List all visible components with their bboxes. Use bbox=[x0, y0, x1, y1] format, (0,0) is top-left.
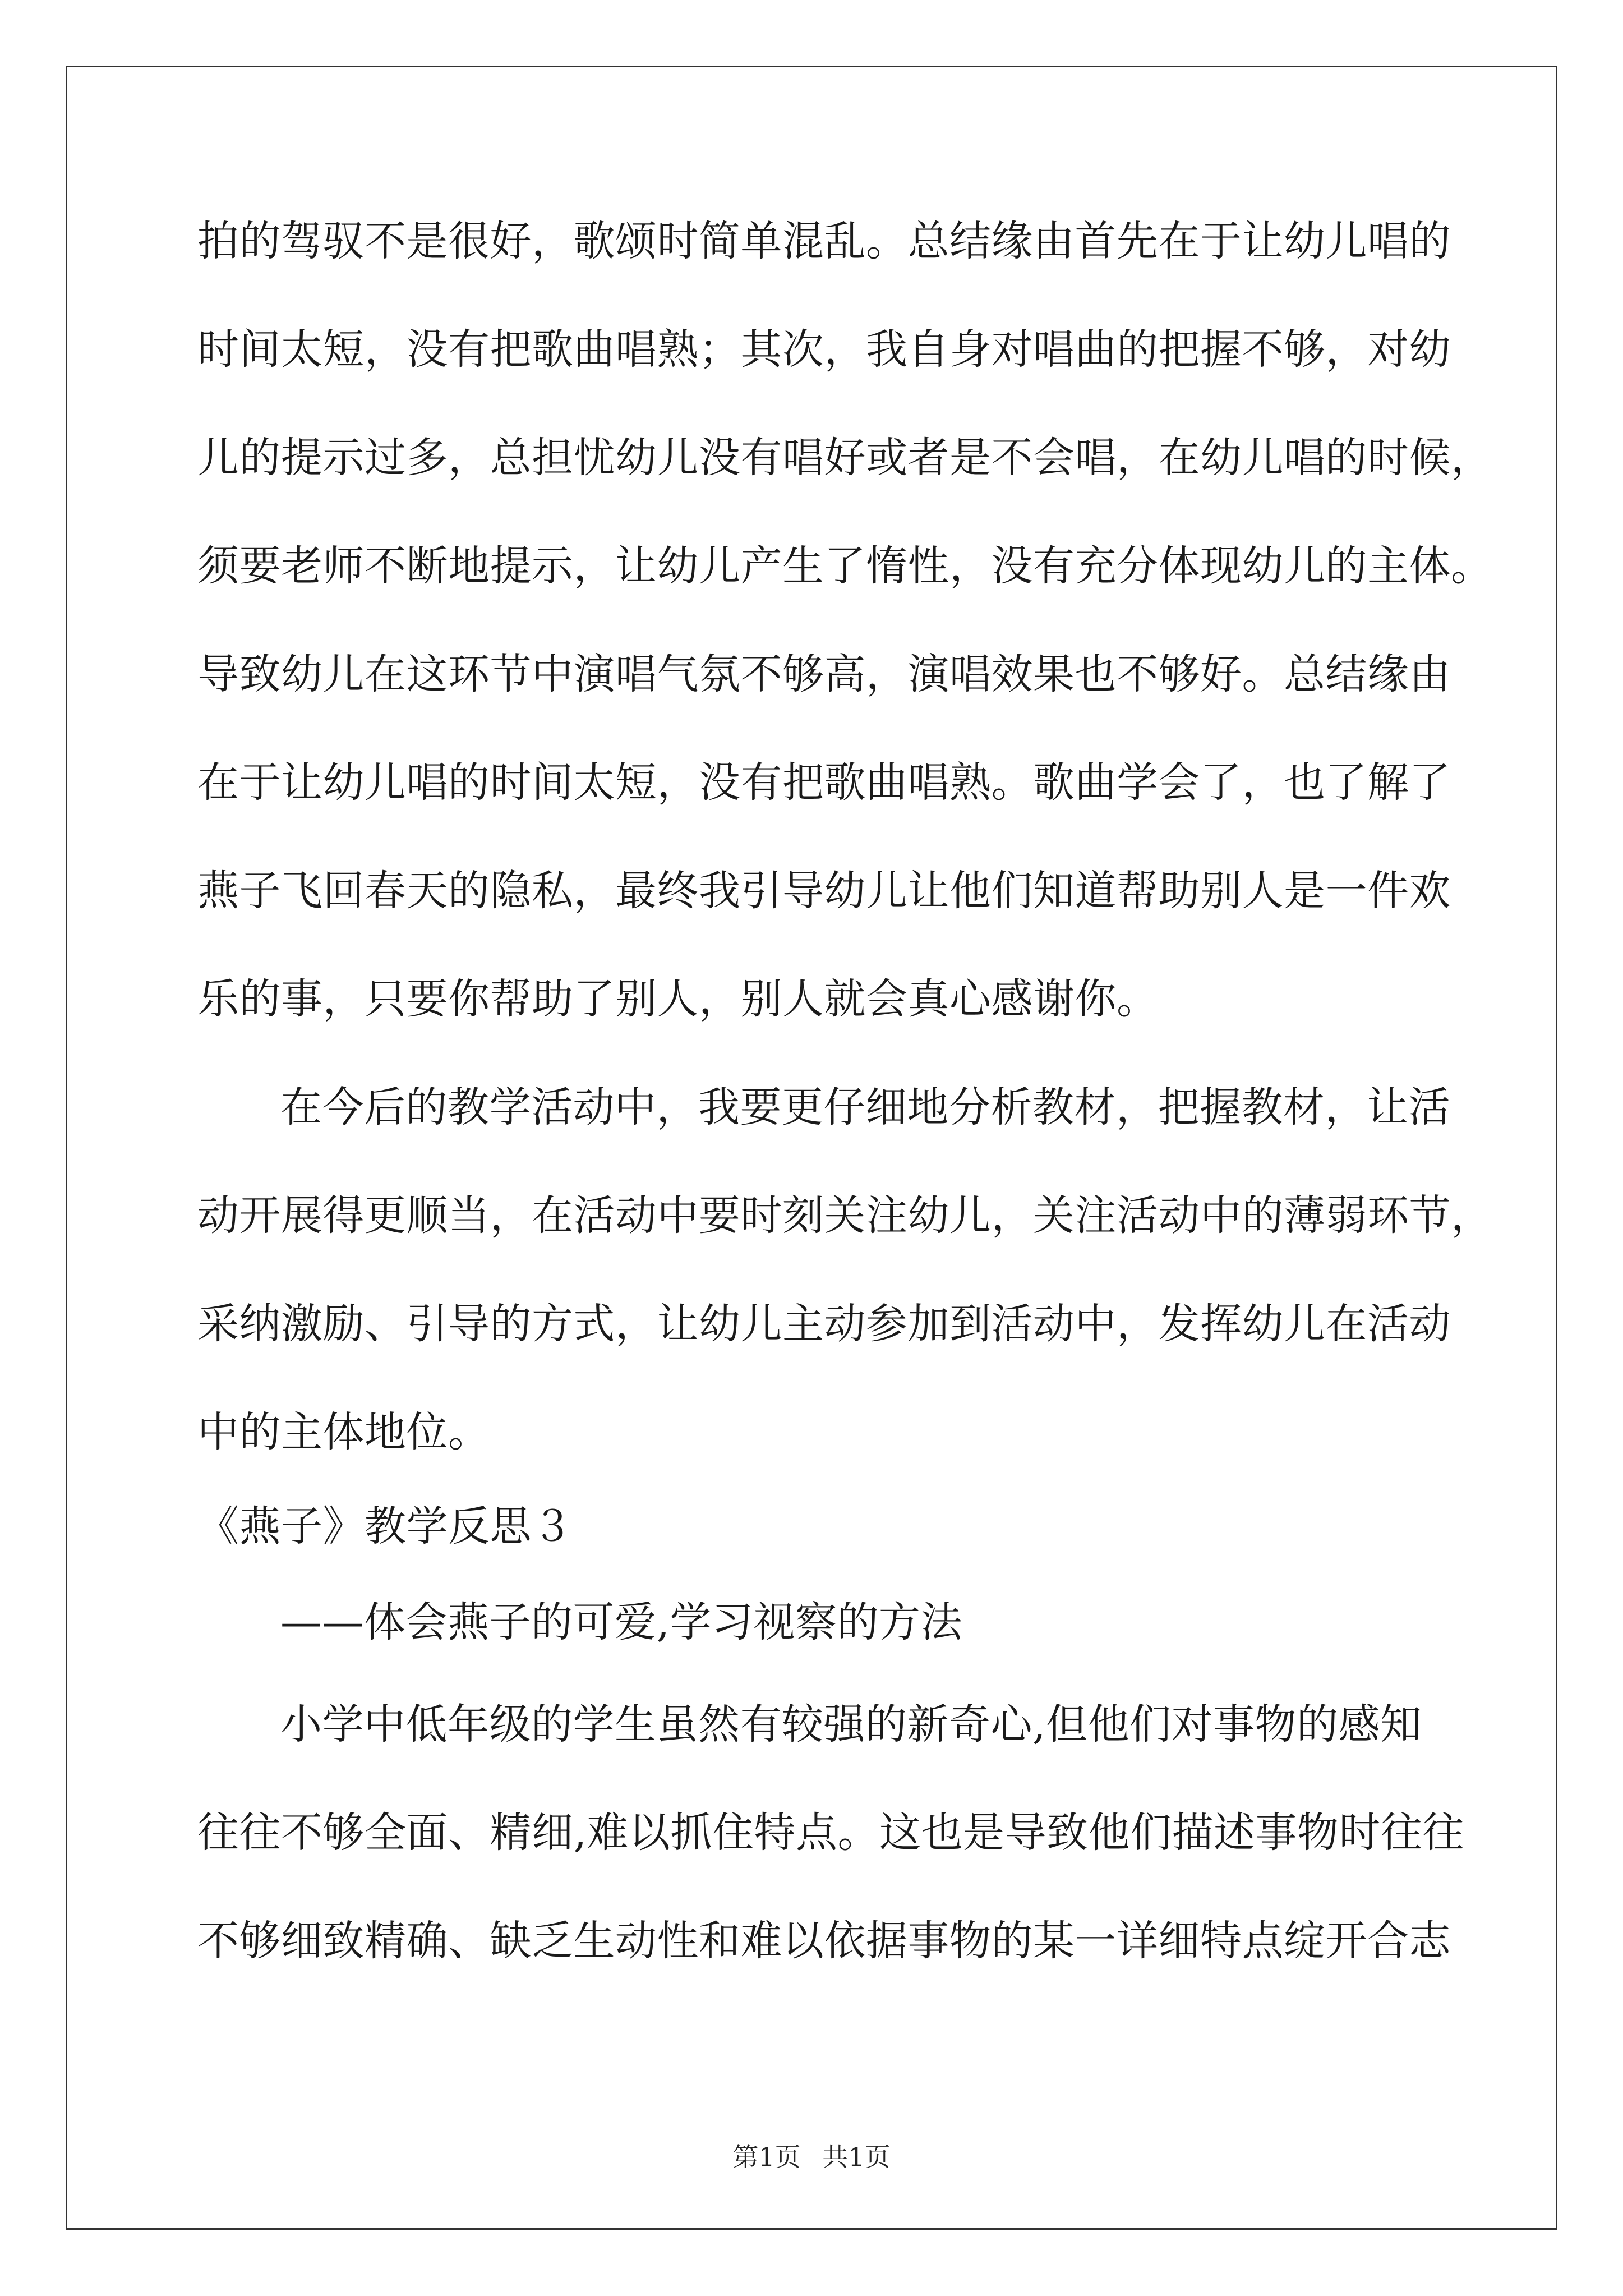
text-line: 动开展得更顺当，在活动中要时刻关注幼儿，关注活动中的薄弱环节， bbox=[197, 1191, 1493, 1240]
text-line: 不够细致精确、缺乏生动性和难以依据事物的某一详细特点绽开合志 bbox=[197, 1917, 1451, 1965]
text-line: 在于让幼儿唱的时间太短，没有把歌曲唱熟。歌曲学会了，也了解了 bbox=[197, 758, 1451, 807]
paragraph-start-line: 在今后的教学活动中，我要更仔细地分析教材，把握教材，让活 bbox=[280, 1083, 1450, 1131]
text-line: 须要老师不断地提示，让幼儿产生了惰性，没有充分体现幼儿的主体。 bbox=[197, 542, 1493, 590]
paragraph-start-line: 小学中低年级的学生虽然有较强的新奇心,但他们对事物的感知 bbox=[280, 1700, 1422, 1749]
page-border bbox=[66, 66, 1557, 2230]
page-number: 第1页 bbox=[732, 2142, 801, 2172]
text-line: 拍的驾驭不是很好，歌颂时简单混乱。总结缘由首先在于让幼儿唱的 bbox=[197, 217, 1451, 265]
section-subheading: ——体会燕子的可爱,学习视察的方法 bbox=[280, 1598, 963, 1646]
text-line: 导致幼儿在这环节中演唱气氛不够高，演唱效果也不够好。总结缘由 bbox=[197, 650, 1451, 698]
text-line: 乐的事，只要你帮助了别人，别人就会真心感谢你。 bbox=[197, 975, 1159, 1023]
page-footer bbox=[0, 2140, 1623, 2174]
text-line: 采纳激励、引导的方式，让幼儿主动参加到活动中，发挥幼儿在活动 bbox=[197, 1300, 1451, 1348]
text-line: 中的主体地位。 bbox=[197, 1408, 490, 1456]
text-line: 儿的提示过多，总担忧幼儿没有唱好或者是不会唱，在幼儿唱的时候， bbox=[197, 434, 1493, 482]
text-line: 往往不够全面、精细,难以抓住特点。这也是导致他们描述事物时往往 bbox=[197, 1809, 1465, 1857]
text-line: 时间太短，没有把歌曲唱熟；其次，我自身对唱曲的把握不够，对幼 bbox=[197, 325, 1451, 374]
section-heading: 《燕子》教学反思３ bbox=[197, 1502, 574, 1550]
page-total: 共1页 bbox=[822, 2142, 891, 2172]
text-line: 燕子飞回春天的隐私，最终我引导幼儿让他们知道帮助别人是一件欢 bbox=[197, 867, 1451, 915]
